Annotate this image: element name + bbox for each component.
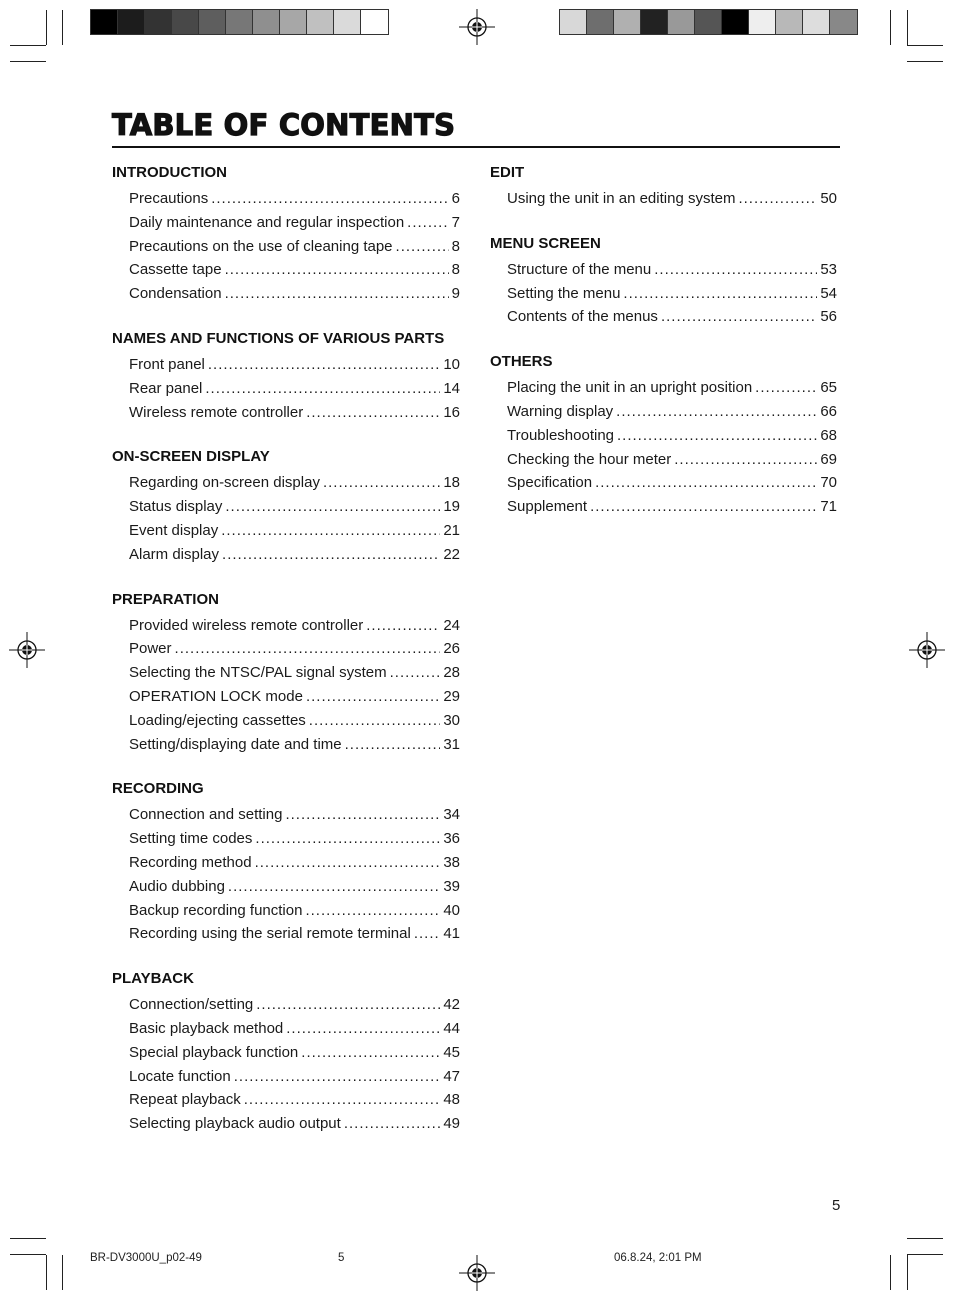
toc-entry-page: 26 [443, 640, 460, 658]
toc-entry [490, 305, 837, 329]
dot-leader [407, 211, 448, 235]
toc-entry-page: 8 [451, 237, 460, 255]
toc-entry-page: 53 [820, 260, 837, 278]
registration-mark-icon [459, 9, 495, 45]
toc-entry-label: Warning display [507, 402, 614, 420]
toc-entry-page: 48 [443, 1091, 460, 1109]
toc-entry-page: 9 [451, 285, 460, 303]
toc-entry-page: 10 [443, 355, 460, 373]
toc-entry-label: Specification [507, 474, 593, 492]
toc-entry-page: 71 [820, 498, 837, 516]
section-heading: MENU SCREEN [490, 234, 601, 252]
toc-entry-page: 7 [451, 213, 460, 231]
toc-entry-page: 36 [443, 830, 460, 848]
dot-leader [225, 282, 449, 306]
toc-entry-label: Condensation [129, 285, 222, 303]
color-swatch [172, 10, 199, 34]
dot-leader [234, 1065, 441, 1089]
toc-entry-page: 65 [820, 379, 837, 397]
toc-entry [112, 875, 460, 899]
color-swatch [307, 10, 334, 34]
toc-entry-page: 69 [820, 450, 837, 468]
toc-section [490, 234, 837, 329]
crop-mark [907, 61, 943, 62]
toc-entry-label: Recording method [129, 853, 252, 871]
toc-entry [112, 637, 460, 661]
toc-entry-label: Connection and setting [129, 806, 283, 824]
registration-mark-icon [909, 632, 945, 668]
toc-entry-label: Alarm display [129, 545, 220, 563]
crop-mark [46, 10, 47, 45]
toc-entry [112, 377, 460, 401]
toc-entry-label: Event display [129, 521, 219, 539]
dot-leader [211, 187, 448, 211]
toc-entry-label: Regarding on-screen display [129, 474, 320, 492]
toc-entry [490, 282, 837, 306]
page-number: 5 [832, 1197, 841, 1214]
toc-entry-label: Power [129, 640, 172, 658]
toc-entry-label: Backup recording function [129, 901, 303, 919]
toc-entry [112, 471, 460, 495]
dot-leader [617, 424, 817, 448]
dot-leader [366, 614, 440, 638]
footer-timestamp: 06.8.24, 2:01 PM [614, 1252, 702, 1264]
toc-entry-page: 50 [820, 190, 837, 207]
crop-mark [907, 1255, 908, 1290]
toc-entry-page: 30 [443, 711, 460, 729]
toc-entry [112, 614, 460, 638]
crop-mark [907, 10, 908, 45]
toc-entry-label: Repeat playback [129, 1091, 241, 1109]
registration-mark-icon [459, 1255, 495, 1291]
toc-section [112, 163, 460, 306]
color-swatch [145, 10, 172, 34]
toc-entry [112, 258, 460, 282]
toc-section [112, 447, 460, 566]
toc-entry-label: Front panel [129, 355, 205, 373]
crop-mark [62, 1255, 63, 1290]
toc-entry-label: Setting/displaying date and time [129, 735, 342, 753]
toc-entry-label: Audio dubbing [129, 877, 225, 895]
toc-entry [490, 424, 837, 448]
toc-entry-label: Supplement [507, 498, 588, 516]
toc-entry-label: Using the unit in an editing system [507, 190, 736, 207]
toc-entry [112, 519, 460, 543]
toc-entry-label: Cassette tape [129, 261, 222, 279]
dot-leader [175, 637, 441, 661]
dot-leader [590, 495, 817, 519]
color-bar-left [90, 9, 389, 35]
color-swatch [226, 10, 253, 34]
toc-entry-label: Loading/ejecting cassettes [129, 711, 306, 729]
dot-leader [345, 733, 441, 757]
toc-section [112, 969, 460, 1136]
toc-entry-page: 68 [820, 426, 837, 444]
dot-leader [301, 1041, 440, 1065]
dot-leader [309, 709, 441, 733]
toc-column-right [490, 163, 837, 542]
toc-entry [112, 922, 460, 946]
toc-entry [112, 709, 460, 733]
toc-entry [112, 827, 460, 851]
section-heading: RECORDING [112, 780, 204, 798]
toc-entry-label: Precautions on the use of cleaning tape [129, 237, 393, 255]
color-swatch [280, 10, 307, 34]
crop-mark [890, 1255, 891, 1290]
section-heading: ON-SCREEN DISPLAY [112, 448, 270, 466]
footer-filename: BR-DV3000U_p02-49 [90, 1252, 202, 1264]
color-swatch [830, 10, 857, 34]
toc-entry [490, 187, 837, 211]
crop-mark [907, 1238, 943, 1239]
footer-page: 5 [338, 1252, 345, 1264]
toc-entry-label: Contents of the menus [507, 308, 658, 326]
crop-mark [46, 1255, 47, 1290]
toc-entry [490, 376, 837, 400]
toc-entry-label: Special playback function [129, 1043, 299, 1061]
dot-leader [323, 471, 440, 495]
toc-entry-label: OPERATION LOCK mode [129, 687, 303, 705]
toc-entry-label: Selecting the NTSC/PAL signal system [129, 664, 387, 682]
dot-leader [286, 1017, 440, 1041]
dot-leader [225, 258, 449, 282]
toc-entry-label: Status display [129, 498, 223, 516]
toc-entry [112, 211, 460, 235]
toc-entry [112, 851, 460, 875]
toc-entry [490, 258, 837, 282]
dot-leader [222, 543, 440, 567]
toc-section [490, 352, 837, 519]
dot-leader [661, 305, 817, 329]
toc-entry-page: 31 [443, 735, 460, 753]
toc-entry-page: 34 [443, 806, 460, 824]
toc-entry-label: Checking the hour meter [507, 450, 672, 468]
toc-entry-label: Daily maintenance and regular inspection [129, 213, 405, 231]
dot-leader [616, 400, 817, 424]
toc-entry [112, 282, 460, 306]
toc-entry-label: Basic playback method [129, 1019, 284, 1037]
crop-mark [907, 1254, 943, 1255]
toc-entry-page: 42 [443, 996, 460, 1014]
toc-entry [112, 1041, 460, 1065]
dot-leader [654, 258, 817, 282]
toc-entry [112, 1112, 460, 1136]
toc-entry-page: 14 [443, 379, 460, 397]
toc-entry [112, 661, 460, 685]
toc-entry-label: Rear panel [129, 379, 203, 397]
dot-leader [256, 993, 440, 1017]
color-swatch [253, 10, 280, 34]
toc-column-left [112, 163, 460, 1159]
toc-section [490, 163, 837, 211]
toc-section [112, 329, 460, 424]
color-swatch [803, 10, 830, 34]
color-swatch [91, 10, 118, 34]
color-bar-right [559, 9, 858, 35]
section-heading: NAMES AND FUNCTIONS OF VARIOUS PARTS [112, 329, 445, 347]
color-swatch [118, 10, 145, 34]
toc-entry-page: 47 [443, 1067, 460, 1085]
toc-entry [112, 1017, 460, 1041]
crop-mark [10, 1238, 46, 1239]
toc-entry [112, 1088, 460, 1112]
registration-mark-icon [9, 632, 45, 668]
toc-entry-label: Structure of the menu [507, 260, 652, 278]
color-swatch [776, 10, 803, 34]
dot-leader [738, 187, 817, 211]
toc-entry-page: 29 [443, 687, 460, 705]
toc-entry-page: 6 [451, 190, 460, 207]
dot-leader [305, 899, 440, 923]
toc-entry-page: 40 [443, 901, 460, 919]
toc-entry-page: 38 [443, 853, 460, 871]
toc-entry-label: Provided wireless remote controller [129, 616, 364, 634]
toc-entry-page: 21 [443, 521, 460, 539]
dot-leader [595, 471, 817, 495]
toc-entry-label: Setting time codes [129, 830, 253, 848]
color-swatch [587, 10, 614, 34]
toc-entry-label: Placing the unit in an upright position [507, 379, 753, 397]
dot-leader [285, 803, 440, 827]
toc-section [112, 590, 460, 757]
toc-entry-page: 45 [443, 1043, 460, 1061]
toc-entry-page: 28 [443, 664, 460, 682]
color-swatch [722, 10, 749, 34]
dot-leader [623, 282, 817, 306]
dot-leader [306, 401, 440, 425]
color-swatch [199, 10, 226, 34]
crop-mark [10, 1254, 46, 1255]
color-swatch [361, 10, 388, 34]
dot-leader [344, 1112, 440, 1136]
toc-entry-page: 41 [443, 925, 460, 943]
toc-entry [112, 401, 460, 425]
toc-entry [112, 1065, 460, 1089]
color-swatch [695, 10, 722, 34]
toc-entry [490, 471, 837, 495]
toc-entry [112, 733, 460, 757]
toc-entry [112, 803, 460, 827]
title-divider [112, 146, 840, 148]
toc-entry [112, 543, 460, 567]
dot-leader [221, 519, 440, 543]
page-title: TABLE OF CONTENTS [112, 108, 456, 142]
section-heading: INTRODUCTION [112, 164, 227, 181]
dot-leader [208, 353, 440, 377]
toc-entry-page: 39 [443, 877, 460, 895]
toc-entry-page: 56 [820, 308, 837, 326]
toc-entry [490, 400, 837, 424]
toc-entry [490, 495, 837, 519]
dot-leader [414, 922, 441, 946]
dot-leader [306, 685, 440, 709]
toc-entry-label: Wireless remote controller [129, 403, 304, 421]
color-swatch [749, 10, 776, 34]
toc-entry [490, 448, 837, 472]
dot-leader [755, 376, 817, 400]
toc-entry-page: 8 [451, 261, 460, 279]
color-swatch [334, 10, 361, 34]
section-heading: OTHERS [490, 353, 553, 371]
toc-entry [112, 353, 460, 377]
crop-mark [10, 45, 46, 46]
dot-leader [228, 875, 440, 899]
dot-leader [225, 495, 440, 519]
toc-entry-label: Connection/setting [129, 996, 254, 1014]
color-swatch [668, 10, 695, 34]
color-swatch [560, 10, 587, 34]
toc-entry-label: Troubleshooting [507, 426, 615, 444]
toc-entry [112, 685, 460, 709]
dot-leader [244, 1088, 441, 1112]
toc-entry-page: 49 [443, 1115, 460, 1133]
color-swatch [614, 10, 641, 34]
toc-entry-page: 19 [443, 498, 460, 516]
toc-entry-page: 22 [443, 545, 460, 563]
toc-entry [112, 187, 460, 211]
toc-section [112, 779, 460, 946]
section-heading: EDIT [490, 164, 525, 181]
crop-mark [10, 61, 46, 62]
dot-leader [255, 851, 441, 875]
crop-mark [907, 45, 943, 46]
toc-entry-page: 24 [443, 616, 460, 634]
toc-entry [112, 899, 460, 923]
section-heading: PLAYBACK [112, 970, 194, 988]
toc-entry-label: Selecting playback audio output [129, 1115, 341, 1133]
toc-entry [112, 993, 460, 1017]
toc-entry-page: 16 [443, 403, 460, 421]
crop-mark [890, 10, 891, 45]
toc-entry-label: Precautions [129, 190, 209, 207]
crop-mark [62, 10, 63, 45]
dot-leader [255, 827, 440, 851]
toc-entry-label: Setting the menu [507, 284, 621, 302]
dot-leader [205, 377, 440, 401]
toc-entry-page: 18 [443, 474, 460, 492]
toc-entry-page: 44 [443, 1019, 460, 1037]
dot-leader [396, 235, 449, 259]
toc-entry [112, 495, 460, 519]
section-heading: PREPARATION [112, 590, 219, 608]
dot-leader [674, 448, 817, 472]
color-swatch [641, 10, 668, 34]
toc-entry-page: 66 [820, 402, 837, 420]
toc-entry-page: 54 [820, 284, 837, 302]
toc-entry-label: Recording using the serial remote terminal [129, 925, 411, 943]
toc-entry-label: Locate function [129, 1067, 231, 1085]
toc-entry [112, 235, 460, 259]
toc-entry-page: 70 [820, 474, 837, 492]
dot-leader [390, 661, 441, 685]
